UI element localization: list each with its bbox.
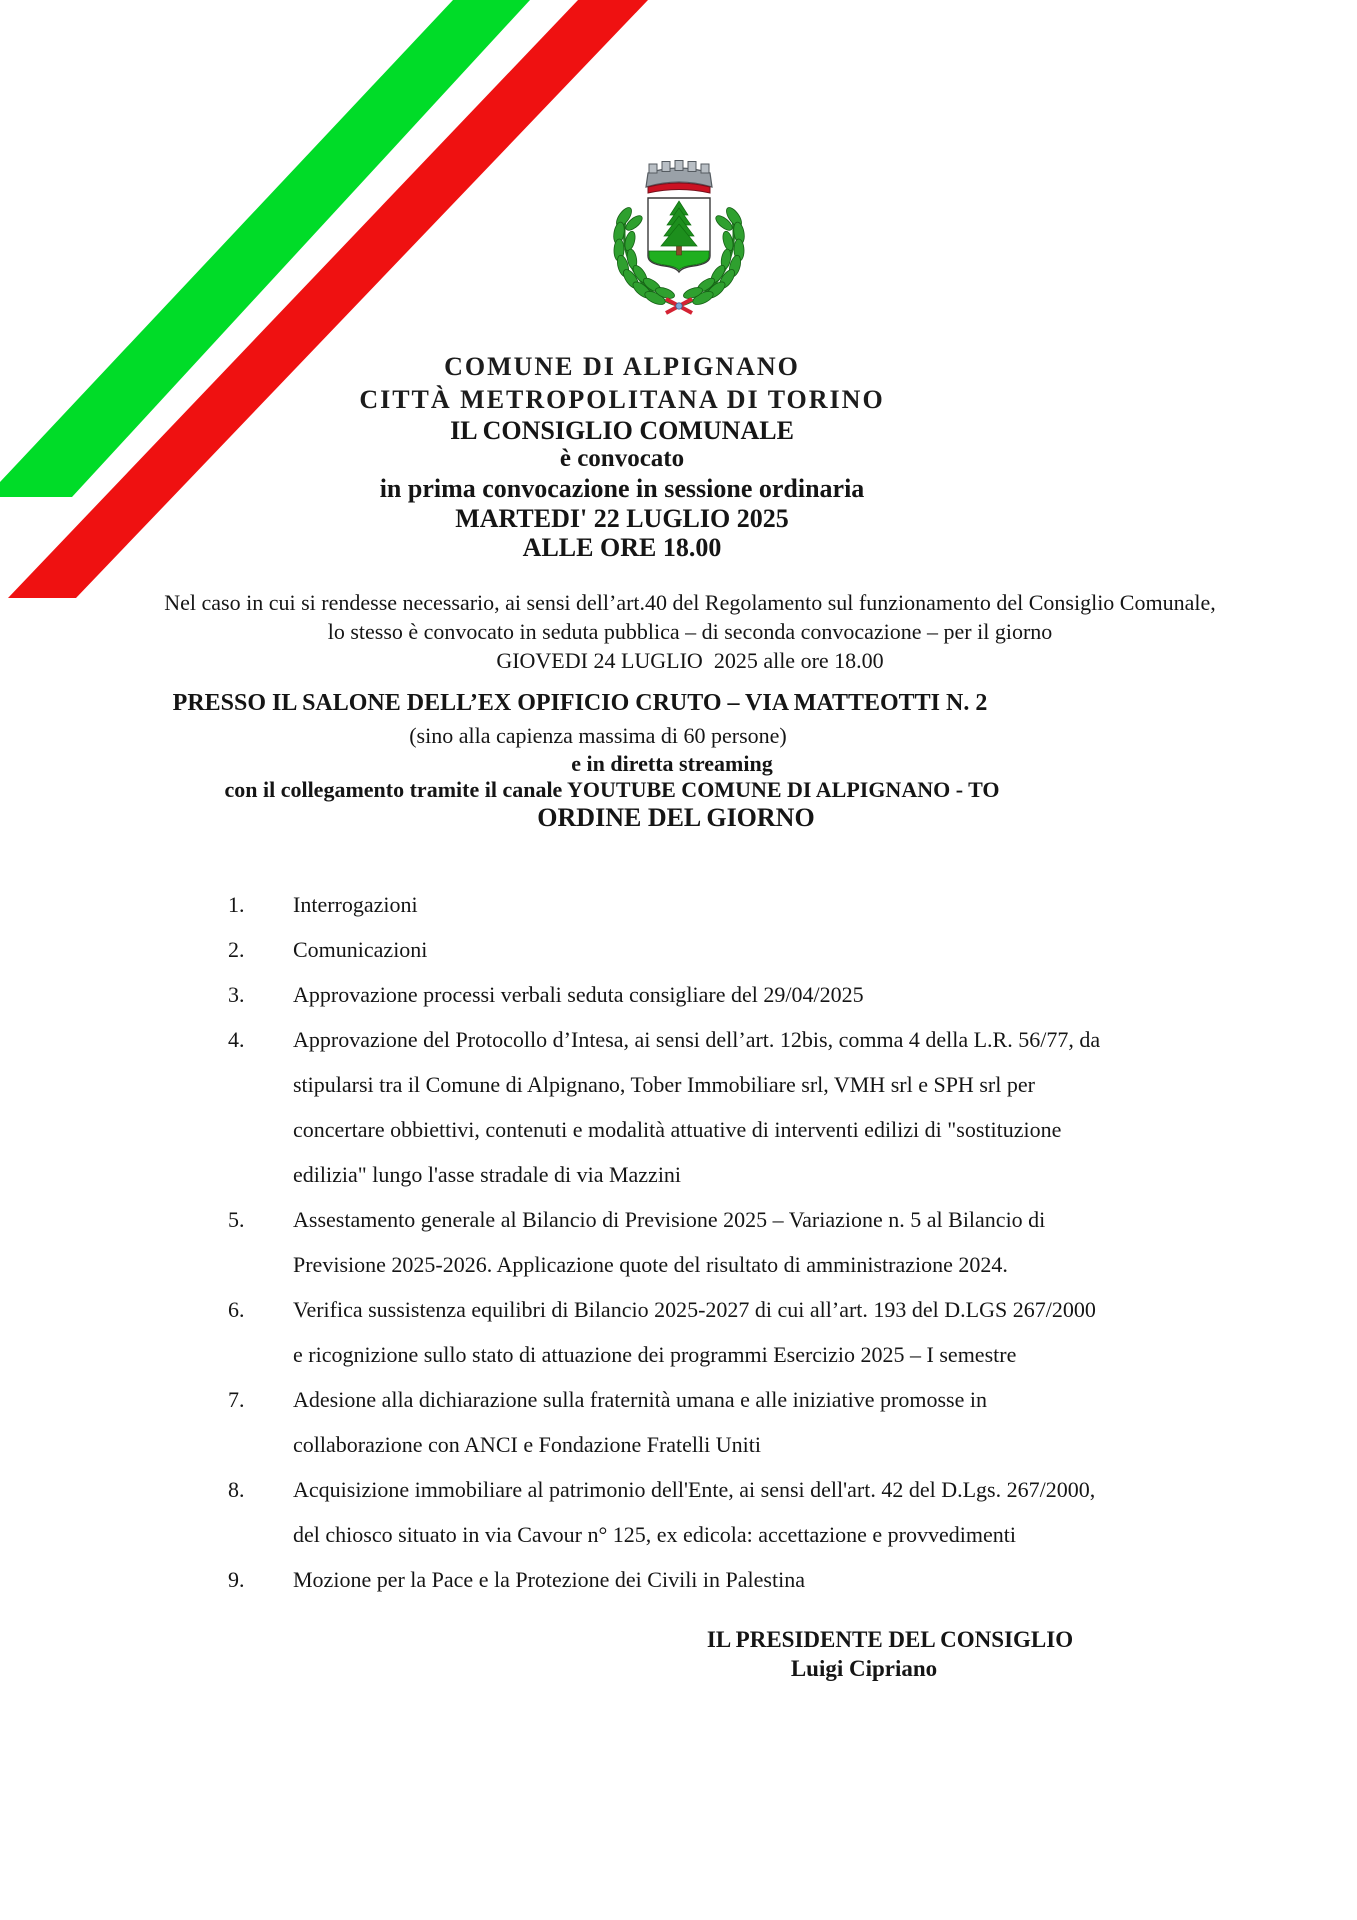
- header-municipality: COMUNE DI ALPIGNANO: [444, 352, 800, 381]
- municipal-coat-of-arms: [604, 153, 754, 321]
- agenda-item-number: 9.: [228, 1567, 245, 1592]
- agenda-item-text: concertare obbiettivi, contenuti e modalità attuative di interventi edilizi di "sostituzione: [293, 1117, 1062, 1142]
- agenda-item-text: Assestamento generale al Bilancio di Previsione 2025 – Variazione n. 5 al Bilancio di: [293, 1207, 1046, 1232]
- agenda-item-4: [228, 1017, 1243, 1197]
- agenda-item-text: stipularsi tra il Comune di Alpignano, Tober Immobiliare srl, VMH srl e SPH srl per: [293, 1072, 1035, 1097]
- agenda-item-8: [228, 1467, 1243, 1557]
- agenda-item-number: 5.: [228, 1207, 245, 1232]
- agenda-item-text: Adesione alla dichiarazione sulla fraternità umana e alle iniziative promosse in: [293, 1387, 987, 1412]
- agenda-item-9: [228, 1557, 1243, 1602]
- header-session: in prima convocazione in sessione ordinaria: [379, 474, 865, 503]
- agenda-item-number: 8.: [228, 1477, 245, 1502]
- agenda-item-2: [228, 927, 1243, 972]
- agenda-item-text: Approvazione processi verbali seduta consigliare del 29/04/2025: [293, 982, 864, 1007]
- agenda-item-text: Acquisizione immobiliare al patrimonio dell'Ente, ai sensi dell'art. 42 del D.Lgs. 267/2000,: [293, 1477, 1096, 1502]
- header-province: CITTÀ METROPOLITANA DI TORINO: [359, 385, 885, 414]
- signature-name: Luigi Cipriano: [790, 1656, 938, 1681]
- header-convocation: è convocato: [559, 445, 685, 472]
- venue-youtube-channel: con il collegamento tramite il canale YOUTUBE COMUNE DI ALPIGNANO - TO: [224, 777, 1000, 802]
- agenda-item-number: 3.: [228, 982, 245, 1007]
- signature-role: IL PRESIDENTE DEL CONSIGLIO: [706, 1627, 1074, 1652]
- agenda-item-number: 4.: [228, 1027, 245, 1052]
- agenda-item-text: e ricognizione sullo stato di attuazione dei programmi Esercizio 2025 – I semestre: [293, 1342, 1017, 1367]
- agenda-item-3: [228, 972, 1243, 1017]
- agenda-item-6: [228, 1287, 1243, 1377]
- second-call-notice: [60, 588, 1320, 675]
- agenda-item-text: del chiosco situato in via Cavour n° 125, ex edicola: accettazione e provvedimenti: [293, 1522, 1016, 1547]
- venue-capacity: (sino alla capienza massima di 60 persone): [409, 723, 787, 748]
- header-time: ALLE ORE 18.00: [522, 533, 722, 562]
- agenda-item-text: Comunicazioni: [293, 937, 428, 962]
- notice-line: Nel caso in cui si rendesse necessario, ai sensi dell’art.40 del Regolamento sul funzionamento del Consiglio Comunale,: [164, 590, 1216, 615]
- agenda-item-text: collaborazione con ANCI e Fondazione Fratelli Uniti: [293, 1432, 761, 1457]
- ribbon-icon: [666, 299, 692, 313]
- shield-icon: [648, 198, 710, 272]
- agenda-item-text: Mozione per la Pace e la Protezione dei Civili in Palestina: [293, 1567, 805, 1592]
- venue-location: PRESSO IL SALONE DELL’EX OPIFICIO CRUTO – VIA MATTEOTTI N. 2: [172, 690, 988, 716]
- venue-streaming: e in diretta streaming: [571, 751, 773, 776]
- agenda-title: ORDINE DEL GIORNO: [537, 803, 815, 832]
- mural-crown-icon: [646, 161, 712, 194]
- agenda-item-number: 6.: [228, 1297, 245, 1322]
- header-body-name: IL CONSIGLIO COMUNALE: [450, 416, 794, 445]
- agenda-item-5: [228, 1197, 1243, 1287]
- agenda-item-text: Verifica sussistenza equilibri di Bilancio 2025-2027 di cui all’art. 193 del D.LGS 267/2000: [293, 1297, 1096, 1322]
- agenda-item-text: edilizia" lungo l'asse stradale di via Mazzini: [293, 1162, 682, 1187]
- header-date: MARTEDI' 22 LUGLIO 2025: [455, 504, 789, 533]
- agenda-item-1: [228, 882, 1243, 927]
- notice-line: GIOVEDI 24 LUGLIO 2025 alle ore 18.00: [496, 648, 884, 673]
- agenda-list: [228, 882, 1243, 1602]
- agenda-item-7: [228, 1377, 1243, 1467]
- agenda-item-number: 2.: [228, 937, 245, 962]
- agenda-item-text: Previsione 2025-2026. Applicazione quote del risultato di amministrazione 2024.: [293, 1252, 1008, 1277]
- agenda-item-text: Approvazione del Protocollo d’Intesa, ai sensi dell’art. 12bis, comma 4 della L.R. 56/77, da: [293, 1027, 1101, 1052]
- agenda-item-text: Interrogazioni: [293, 892, 418, 917]
- notice-line: lo stesso è convocato in seduta pubblica – di seconda convocazione – per il giorno: [327, 619, 1053, 644]
- agenda-item-number: 7.: [228, 1387, 245, 1412]
- agenda-item-number: 1.: [228, 892, 245, 917]
